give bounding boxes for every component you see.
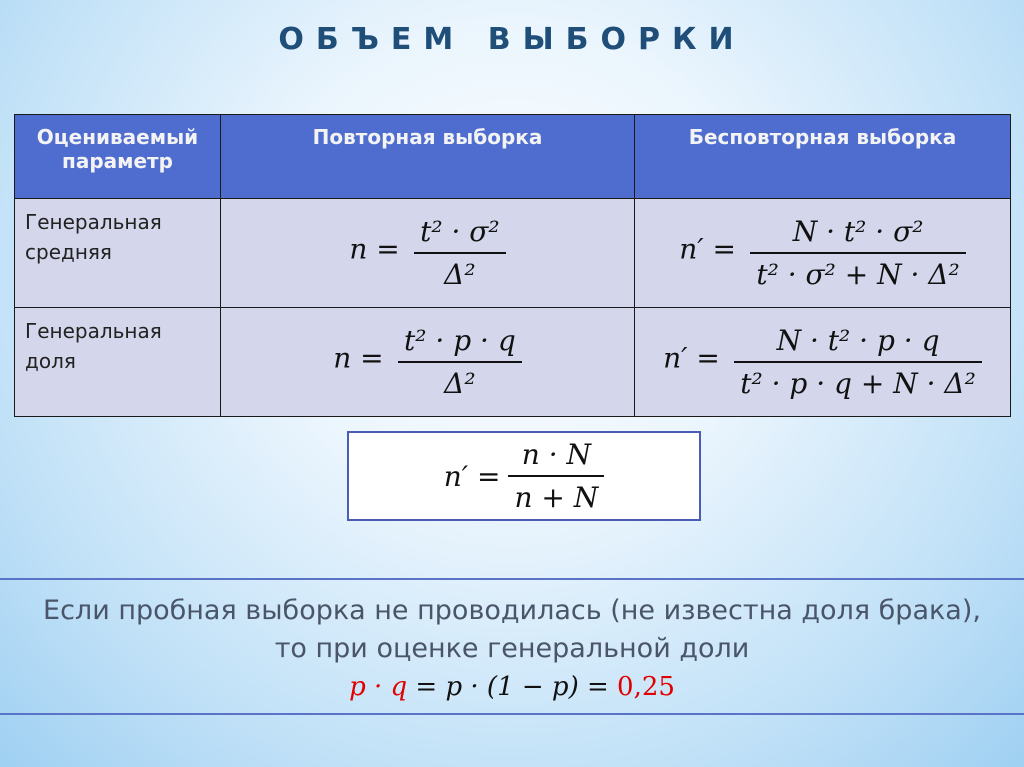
formula-cell — [635, 199, 1011, 308]
fraction — [398, 324, 522, 400]
numerator: N · t² · p · q — [776, 324, 940, 357]
table-row — [15, 308, 1011, 417]
note-line-2: то при оценке генеральной доли — [274, 633, 750, 664]
numerator: t² · p · q — [404, 324, 516, 357]
table-header-row — [15, 115, 1011, 199]
formula-cell — [221, 308, 635, 417]
denominator: t² · σ² + N · Δ² — [750, 252, 965, 291]
note-line-1: Если пробная выборка не проводилась (не известна доля брака), — [43, 595, 981, 626]
fraction — [414, 215, 506, 291]
denominator: t² · p · q + N · Δ² — [734, 361, 982, 400]
formula-lhs: n = — [333, 341, 384, 375]
formula-result: 0,25 — [617, 672, 675, 702]
formula-pq: p · q — [349, 672, 408, 702]
note-band — [0, 578, 1024, 715]
header-nonrepeat: Бесповторная выборка — [635, 115, 1011, 199]
formula-lhs: n′ = — [679, 232, 736, 266]
page-title: ОБЪЕМ ВЫБОРКИ — [278, 22, 746, 57]
formula-lhs: n′ = — [443, 459, 501, 493]
numerator: n · N — [521, 438, 591, 471]
fraction — [508, 438, 604, 514]
fraction — [734, 324, 982, 400]
formula-cell — [221, 199, 635, 308]
correction-formula-box — [347, 431, 701, 521]
sample-size-table — [14, 114, 1011, 417]
numerator: t² · σ² — [420, 215, 500, 248]
denominator: n + N — [508, 475, 604, 514]
fraction — [750, 215, 965, 291]
table-row — [15, 199, 1011, 308]
note-formula — [0, 668, 1024, 706]
numerator: N · t² · σ² — [792, 215, 924, 248]
header-parameter: Оцениваемый параметр — [15, 115, 221, 199]
formula-lhs: n′ = — [663, 341, 720, 375]
row-label: Генеральная доля — [15, 308, 221, 417]
formula-cell — [635, 308, 1011, 417]
denominator: Δ² — [414, 252, 506, 291]
header-repeat: Повторная выборка — [221, 115, 635, 199]
row-label: Генеральная средняя — [15, 199, 221, 308]
formula-lhs: n = — [349, 232, 400, 266]
formula-middle: = p · (1 − p) = — [407, 672, 618, 702]
denominator: Δ² — [398, 361, 522, 400]
